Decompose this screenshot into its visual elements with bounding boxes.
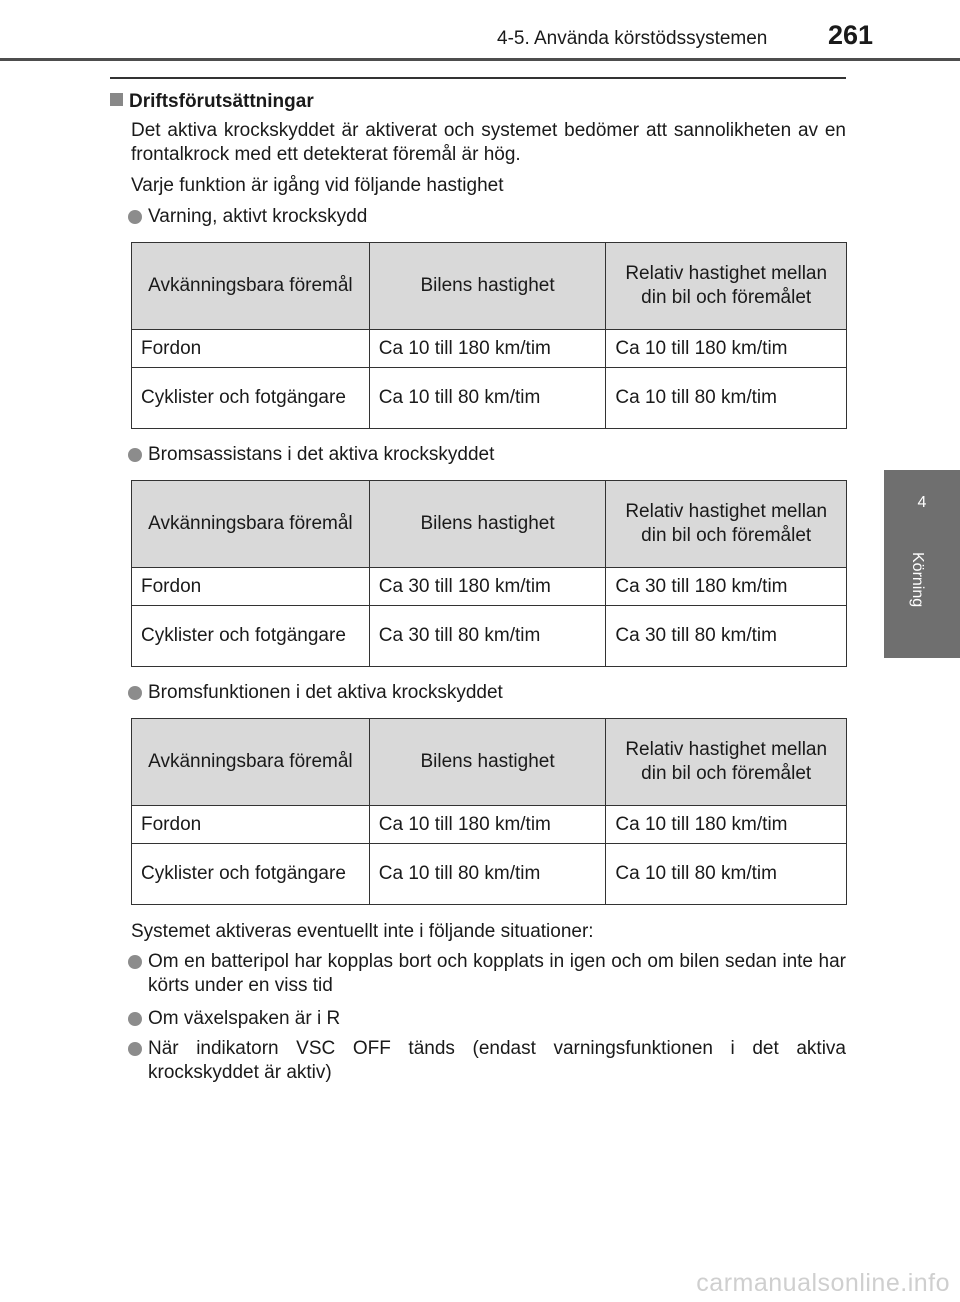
heading-text: Driftsförutsättningar (129, 91, 314, 112)
bullet-item (128, 443, 846, 467)
situations-intro: Systemet aktiveras eventuellt inte i följande situationer: (131, 921, 594, 942)
situation-text: När indikatorn VSC OFF tänds (endast varningsfunktionen i det aktiva krockskyddet är aktiv) (148, 1038, 846, 1083)
table-cell: Ca 10 till 80 km/tim (606, 844, 847, 905)
chapter-label: Körning (909, 552, 926, 608)
speed-intro: Varje funktion är igång vid följande hastighet (131, 175, 504, 196)
table-header-relative-speed: Relativ hastighet mellan din bil och föremålet (606, 481, 847, 568)
bullet-dot-icon (128, 955, 142, 969)
content-rule (110, 77, 846, 79)
chapter-number: 4 (917, 494, 927, 511)
table-row (132, 844, 847, 905)
bullet-dot-icon (128, 1042, 142, 1056)
intro-paragraph: Det aktiva krockskyddet är aktiverat och systemet bedömer att sannolikheten av en frontalkrock med ett detekterat föremål är hög. (131, 120, 846, 165)
table-row (132, 606, 847, 667)
table-cell: Ca 30 till 80 km/tim (606, 606, 847, 667)
table-row (132, 368, 847, 429)
situation-item (128, 1007, 846, 1031)
table-header-objects: Avkänningsbara föremål (132, 481, 370, 568)
page-number: 261 (828, 20, 874, 50)
speed-table (131, 480, 847, 667)
situation-text: Om en batteripol har kopplas bort och kopplats in igen och om bilen sedan inte har körts under en viss tid (148, 951, 846, 996)
table-row (132, 330, 847, 368)
chapter-tab[interactable] (884, 470, 960, 658)
table-cell: Ca 10 till 180 km/tim (369, 330, 606, 368)
bullet-dot-icon (128, 1012, 142, 1026)
bullet-item (128, 681, 846, 705)
bullet-text: Bromsassistans i det aktiva krockskyddet (148, 444, 495, 465)
table-cell: Ca 10 till 80 km/tim (369, 844, 606, 905)
table-header-vehicle-speed: Bilens hastighet (369, 243, 606, 330)
bullet-dot-icon (128, 686, 142, 700)
section-title: 4-5. Använda körstödssystemen (497, 28, 768, 49)
table-cell: Cyklister och fotgängare (132, 844, 370, 905)
bullet-dot-icon (128, 210, 142, 224)
bullet-text: Varning, aktivt krockskydd (148, 206, 368, 227)
table-cell: Fordon (132, 806, 370, 844)
table-cell: Fordon (132, 568, 370, 606)
bullet-dot-icon (128, 448, 142, 462)
table-cell: Ca 10 till 80 km/tim (369, 368, 606, 429)
bullet-item (128, 205, 846, 229)
table-cell: Ca 30 till 180 km/tim (369, 568, 606, 606)
bullet-text: Bromsfunktionen i det aktiva krockskyddet (148, 682, 503, 703)
watermark: carmanualsonline.info (696, 1269, 950, 1297)
table-row (132, 568, 847, 606)
table-cell: Ca 30 till 80 km/tim (369, 606, 606, 667)
table-cell: Ca 30 till 180 km/tim (606, 568, 847, 606)
table-header-relative-speed: Relativ hastighet mellan din bil och föremålet (606, 243, 847, 330)
situation-item (128, 950, 846, 998)
square-bullet-icon (110, 93, 123, 106)
speed-table (131, 242, 847, 429)
table-cell: Ca 10 till 180 km/tim (369, 806, 606, 844)
table-header-objects: Avkänningsbara föremål (132, 243, 370, 330)
table-cell: Cyklister och fotgängare (132, 368, 370, 429)
table-header-vehicle-speed: Bilens hastighet (369, 719, 606, 806)
table-header-objects: Avkänningsbara föremål (132, 719, 370, 806)
table-cell: Ca 10 till 180 km/tim (606, 806, 847, 844)
table-header-relative-speed: Relativ hastighet mellan din bil och föremålet (606, 719, 847, 806)
table-row (132, 806, 847, 844)
table-cell: Ca 10 till 80 km/tim (606, 368, 847, 429)
section-heading (110, 91, 314, 113)
table-header-vehicle-speed: Bilens hastighet (369, 481, 606, 568)
table-cell: Ca 10 till 180 km/tim (606, 330, 847, 368)
table-cell: Fordon (132, 330, 370, 368)
header-rule (0, 58, 960, 61)
situation-item (128, 1037, 846, 1085)
situation-text: Om växelspaken är i R (148, 1008, 341, 1029)
table-cell: Cyklister och fotgängare (132, 606, 370, 667)
speed-table (131, 718, 847, 905)
